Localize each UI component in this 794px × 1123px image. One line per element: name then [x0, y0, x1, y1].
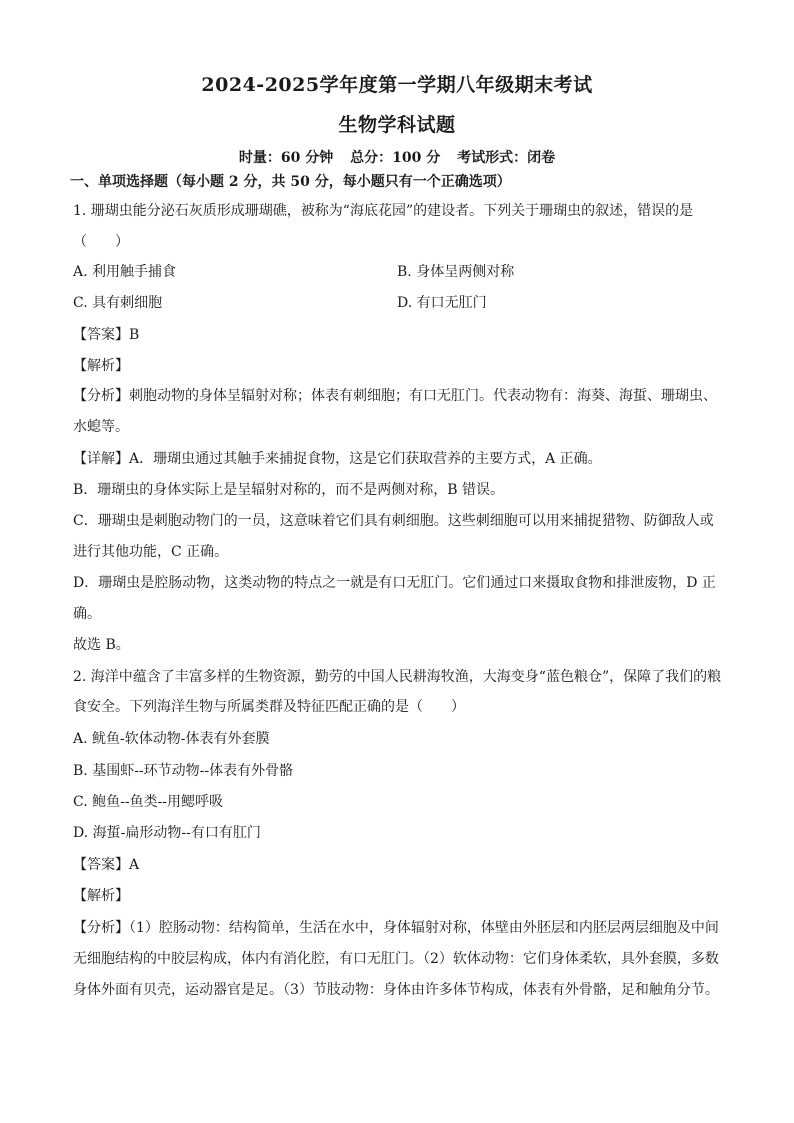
- exam-time: 时量：60 分钟: [238, 150, 334, 166]
- q2-analysis-line1: 【分析】（1）腔肠动物：结构简单，生活在水中，身体辐射对称，体壁由外胚层和内胚层两层细胞及中间: [73, 920, 719, 936]
- q2-answer: 【答案】A: [73, 857, 140, 873]
- q1-detail-line2: B．珊瑚虫的身体实际上是呈辐射对称的，而不是两侧对称，B 错误。: [73, 482, 505, 498]
- q2-analysis-line3: 身体外面有贝壳，运动器官是足。（3）节肢动物：身体由许多体节构成，体表有外骨骼，足和触角分节。: [73, 982, 719, 998]
- q2-stem-line2: 食安全。下列海洋生物与所属类群及特征匹配正确的是（ ）: [73, 699, 465, 715]
- q1-detail-line5: D．珊瑚虫是腔肠动物，这类动物的特点之一就是有口无肛门。它们通过口来摄取食物和排泄废物，D 正: [73, 575, 716, 591]
- exam-title: 2024-2025学年度第一学期八年级期末考试: [201, 74, 593, 96]
- q2-option-c: C. 鲍鱼--鱼类--用鳃呼吸: [73, 794, 224, 810]
- section-heading: 一、单项选择题（每小题 2 分，共 50 分，每小题只有一个正确选项）: [70, 174, 511, 190]
- q1-analysis-line2: 水螅等。: [73, 419, 129, 435]
- exam-score: 总分：100 分: [350, 150, 441, 166]
- subject-title: 生物学科试题: [338, 114, 456, 136]
- q2-option-a: A. 鱿鱼-软体动物-体表有外套膜: [73, 731, 270, 747]
- q1-stem-line1: 1. 珊瑚虫能分泌石灰质形成珊瑚礁，被称为“海底花园”的建设者。下列关于珊瑚虫的叙述，错误的是: [73, 203, 694, 219]
- q2-option-b: B. 基围虾--环节动物--体表有外骨骼: [73, 763, 294, 779]
- q1-stem-line2: （ ）: [73, 234, 129, 250]
- q1-detail-line6: 确。: [73, 606, 101, 622]
- exam-format: 考试形式：闭卷: [457, 150, 556, 166]
- q1-option-b: B. 身体呈两侧对称: [397, 264, 515, 280]
- q1-conclusion: 故选 B。: [73, 637, 130, 653]
- q1-option-a: A. 利用触手捕食: [73, 264, 177, 280]
- q1-answer: 【答案】B: [73, 327, 140, 343]
- q1-analysis-label: 【解析】: [73, 358, 129, 374]
- exam-meta: [0, 147, 794, 167]
- q2-option-d: D. 海蜇-扁形动物--有口有肛门: [73, 825, 261, 841]
- q2-analysis-line2: 无细胞结构的中胶层构成，体内有消化腔，有口无肛门。（2）软体动物：它们身体柔软，具外套膜，多数: [73, 951, 719, 967]
- q1-option-c: C. 具有刺细胞: [73, 295, 163, 311]
- q2-stem-line1: 2. 海洋中蕴含了丰富多样的生物资源，勤劳的中国人民耕海牧渔，大海变身“蓝色粮仓”，保障了我们的粮: [73, 669, 722, 685]
- q1-detail-line1: 【详解】A．珊瑚虫通过其触手来捕捉食物，这是它们获取营养的主要方式，A 正确。: [73, 451, 602, 467]
- q1-analysis-line1: 【分析】刺胞动物的身体呈辐射对称；体表有刺细胞；有口无肛门。代表动物有：海葵、海蜇、珊瑚虫、: [73, 388, 717, 404]
- q1-detail-line3: C．珊瑚虫是刺胞动物门的一员，这意味着它们具有刺细胞。这些刺细胞可以用来捕捉猎物、防御敌人或: [73, 513, 714, 529]
- q2-analysis-label: 【解析】: [73, 888, 129, 904]
- q1-option-d: D. 有口无肛门: [397, 295, 487, 311]
- q1-detail-line4: 进行其他功能，C 正确。: [73, 544, 229, 560]
